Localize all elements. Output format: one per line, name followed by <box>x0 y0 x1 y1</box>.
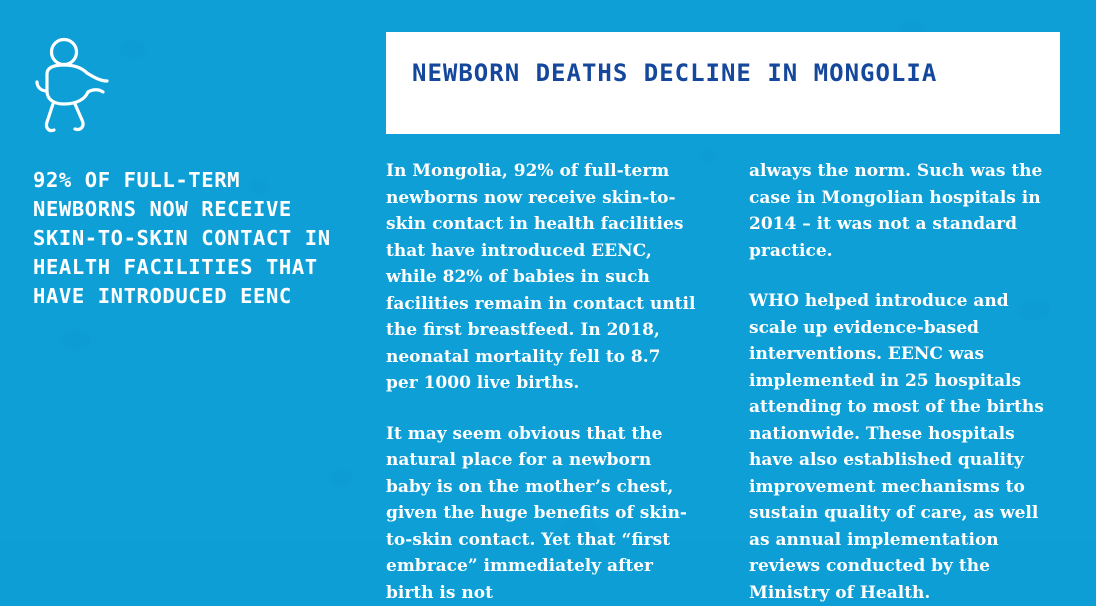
body-column-right <box>749 158 1060 606</box>
left-column <box>33 36 343 312</box>
left-headline: 92% OF FULL-TERM NEWBORNS NOW RECEIVE SKIN-TO-SKIN CONTACT IN HEALTH FACILITIES THAT HAVE INTRODUCED EENC <box>33 168 331 309</box>
baby-icon <box>33 36 123 136</box>
paragraph: WHO helped introduce and scale up evidence-based interventions. EENC was implemented in 25 hospitals attending to most of the births nationwide. These hospitals have also established quality improvement mechanisms to sustain quality of care, as well as annual implementation reviews conducted by the Ministry of Health. <box>749 291 1044 603</box>
body-column-left <box>386 158 697 606</box>
paragraph: In Mongolia, 92% of full-term newborns now receive skin-to-skin contact in health facilities that have introduced EENC, while 82% of babies in such facilities remain in contact until the first breastfeed. In 2018, neonatal mortality fell to 8.7 per 1000 live births. <box>386 161 696 394</box>
title-card <box>386 32 1060 134</box>
body-columns <box>386 158 1060 606</box>
paragraph: always the norm. Such was the case in Mongolian hospitals in 2014 – it was not a standard practice. <box>749 161 1043 261</box>
page-title: NEWBORN DEATHS DECLINE IN MONGOLIA <box>412 59 938 87</box>
paragraph: It may seem obvious that the natural place for a newborn baby is on the mother’s chest, given the huge benefits of skin-to-skin contact. Yet that “first embrace” immediately after birth is not <box>386 423 687 603</box>
